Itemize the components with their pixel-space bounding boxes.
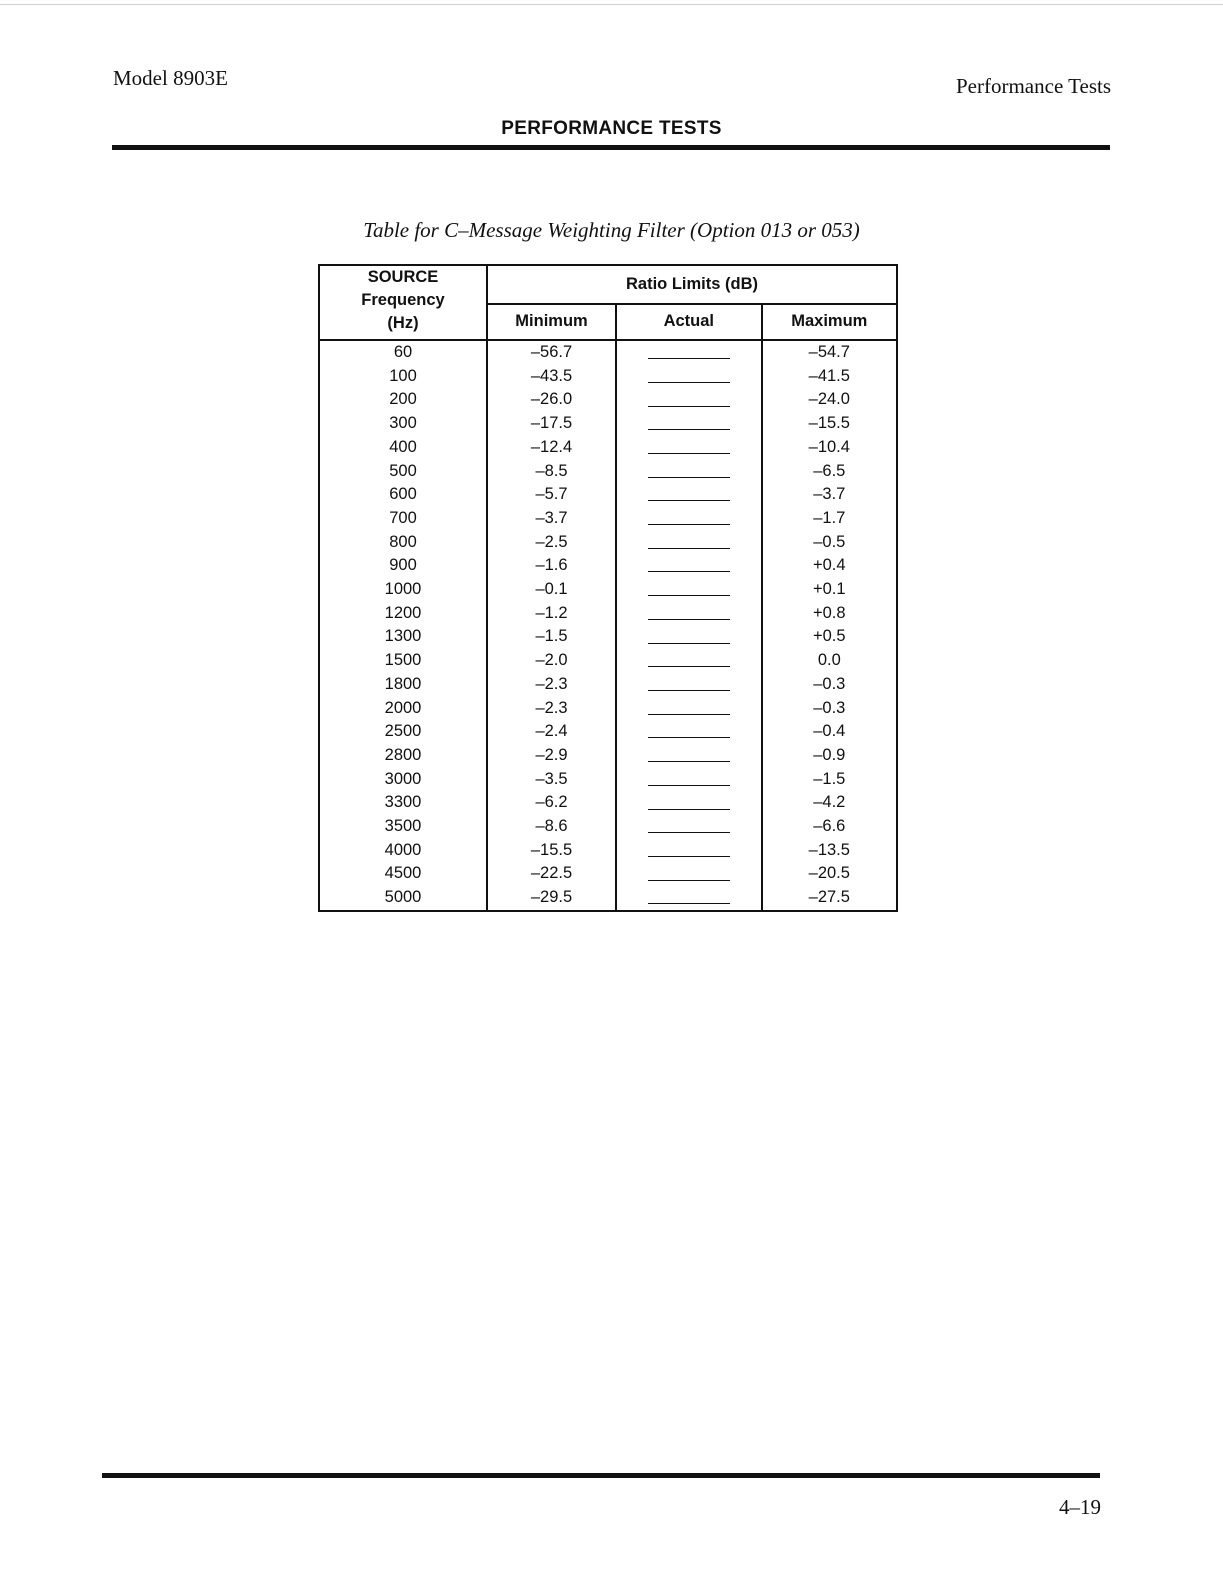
maximum-cell: –20.5 <box>762 862 897 886</box>
actual-entry-blank[interactable] <box>648 702 730 715</box>
table-row <box>319 554 897 578</box>
actual-entry-blank[interactable] <box>648 607 730 620</box>
actual-entry-blank[interactable] <box>648 536 730 549</box>
maximum-cell: –41.5 <box>762 365 897 389</box>
frequency-cell: 1000 <box>319 578 487 602</box>
frequency-cell: 100 <box>319 365 487 389</box>
model-header: Model 8903E <box>113 66 228 90</box>
frequency-cell: 300 <box>319 412 487 436</box>
table-row <box>319 507 897 531</box>
maximum-cell: –54.7 <box>762 340 897 365</box>
maximum-cell: –0.3 <box>762 697 897 721</box>
frequency-cell: 1300 <box>319 625 487 649</box>
maximum-cell: –13.5 <box>762 839 897 863</box>
minimum-cell: –2.4 <box>487 720 616 744</box>
actual-cell[interactable] <box>616 791 762 815</box>
actual-entry-blank[interactable] <box>648 559 730 572</box>
frequency-cell: 1200 <box>319 602 487 626</box>
minimum-cell: –3.5 <box>487 768 616 792</box>
minimum-cell: –3.7 <box>487 507 616 531</box>
maximum-cell: +0.8 <box>762 602 897 626</box>
actual-cell[interactable] <box>616 460 762 484</box>
actual-cell[interactable] <box>616 649 762 673</box>
frequency-cell: 700 <box>319 507 487 531</box>
actual-cell[interactable] <box>616 697 762 721</box>
table-row <box>319 744 897 768</box>
maximum-cell: –0.3 <box>762 673 897 697</box>
frequency-cell: 900 <box>319 554 487 578</box>
actual-cell[interactable] <box>616 340 762 365</box>
table-row <box>319 578 897 602</box>
scan-top-line <box>0 4 1223 5</box>
minimum-cell: –2.5 <box>487 531 616 555</box>
minimum-cell: –17.5 <box>487 412 616 436</box>
table-row <box>319 436 897 460</box>
table-row <box>319 388 897 412</box>
maximum-cell: –1.7 <box>762 507 897 531</box>
actual-cell[interactable] <box>616 744 762 768</box>
table-row <box>319 815 897 839</box>
frequency-cell: 1500 <box>319 649 487 673</box>
source-header-line2: Frequency <box>361 291 445 309</box>
source-header-line3: (Hz) <box>387 314 419 332</box>
maximum-cell: +0.4 <box>762 554 897 578</box>
table-row <box>319 483 897 507</box>
maximum-cell: –3.7 <box>762 483 897 507</box>
frequency-cell: 500 <box>319 460 487 484</box>
maximum-cell: –6.5 <box>762 460 897 484</box>
frequency-cell: 60 <box>319 340 487 365</box>
frequency-cell: 400 <box>319 436 487 460</box>
actual-entry-blank[interactable] <box>648 465 730 478</box>
maximum-cell: –0.9 <box>762 744 897 768</box>
actual-entry-blank[interactable] <box>648 346 730 359</box>
table-row <box>319 697 897 721</box>
actual-entry-blank[interactable] <box>648 844 730 857</box>
actual-cell[interactable] <box>616 412 762 436</box>
minimum-cell: –2.3 <box>487 673 616 697</box>
source-frequency-header <box>319 265 487 340</box>
actual-cell[interactable] <box>616 483 762 507</box>
frequency-cell: 5000 <box>319 886 487 911</box>
frequency-cell: 600 <box>319 483 487 507</box>
actual-entry-blank[interactable] <box>648 749 730 762</box>
actual-cell[interactable] <box>616 578 762 602</box>
minimum-cell: –43.5 <box>487 365 616 389</box>
frequency-cell: 3000 <box>319 768 487 792</box>
actual-entry-blank[interactable] <box>648 773 730 786</box>
table-body <box>319 340 897 911</box>
maximum-cell: +0.5 <box>762 625 897 649</box>
actual-entry-blank[interactable] <box>648 370 730 383</box>
actual-cell[interactable] <box>616 768 762 792</box>
table-caption: Table for C–Message Weighting Filter (Option 013 or 053) <box>363 218 860 242</box>
maximum-cell: –6.6 <box>762 815 897 839</box>
ratio-limits-header: Ratio Limits (dB) <box>487 265 897 304</box>
actual-entry-blank[interactable] <box>648 868 730 881</box>
table-row <box>319 768 897 792</box>
minimum-cell: –8.5 <box>487 460 616 484</box>
minimum-cell: –2.9 <box>487 744 616 768</box>
ratio-limits-table <box>318 264 898 912</box>
frequency-cell: 1800 <box>319 673 487 697</box>
actual-cell[interactable] <box>616 815 762 839</box>
maximum-cell: –0.5 <box>762 531 897 555</box>
actual-cell[interactable] <box>616 862 762 886</box>
frequency-cell: 800 <box>319 531 487 555</box>
frequency-cell: 3500 <box>319 815 487 839</box>
actual-cell[interactable] <box>616 625 762 649</box>
actual-cell[interactable] <box>616 673 762 697</box>
actual-entry-blank[interactable] <box>648 394 730 407</box>
maximum-cell: –15.5 <box>762 412 897 436</box>
actual-entry-blank[interactable] <box>648 820 730 833</box>
minimum-cell: –1.5 <box>487 625 616 649</box>
minimum-cell: –2.3 <box>487 697 616 721</box>
table-row <box>319 460 897 484</box>
actual-entry-blank[interactable] <box>648 725 730 738</box>
frequency-cell: 200 <box>319 388 487 412</box>
minimum-cell: –2.0 <box>487 649 616 673</box>
actual-entry-blank[interactable] <box>648 891 730 904</box>
minimum-cell: –15.5 <box>487 839 616 863</box>
actual-cell[interactable] <box>616 720 762 744</box>
frequency-cell: 2000 <box>319 697 487 721</box>
maximum-cell: 0.0 <box>762 649 897 673</box>
table-row <box>319 720 897 744</box>
maximum-cell: –10.4 <box>762 436 897 460</box>
actual-cell[interactable] <box>616 365 762 389</box>
maximum-cell: –0.4 <box>762 720 897 744</box>
table-row <box>319 340 897 365</box>
actual-cell[interactable] <box>616 839 762 863</box>
table-row <box>319 649 897 673</box>
maximum-cell: –1.5 <box>762 768 897 792</box>
actual-entry-blank[interactable] <box>648 488 730 501</box>
minimum-cell: –6.2 <box>487 791 616 815</box>
actual-entry-blank[interactable] <box>648 512 730 525</box>
table-row <box>319 531 897 555</box>
frequency-cell: 2500 <box>319 720 487 744</box>
maximum-cell: –24.0 <box>762 388 897 412</box>
actual-entry-blank[interactable] <box>648 417 730 430</box>
minimum-cell: –1.2 <box>487 602 616 626</box>
actual-entry-blank[interactable] <box>648 583 730 596</box>
maximum-cell: –4.2 <box>762 791 897 815</box>
actual-header: Actual <box>616 304 762 341</box>
table-row <box>319 365 897 389</box>
maximum-cell: –27.5 <box>762 886 897 911</box>
minimum-cell: –56.7 <box>487 340 616 365</box>
minimum-cell: –5.7 <box>487 483 616 507</box>
table-row <box>319 625 897 649</box>
actual-entry-blank[interactable] <box>648 797 730 810</box>
actual-entry-blank[interactable] <box>648 654 730 667</box>
source-header-line1: SOURCE <box>367 268 439 286</box>
minimum-cell: –1.6 <box>487 554 616 578</box>
section-header: Performance Tests <box>955 74 1111 98</box>
table-row <box>319 839 897 863</box>
table-row <box>319 862 897 886</box>
minimum-cell: –29.5 <box>487 886 616 911</box>
minimum-cell: –22.5 <box>487 862 616 886</box>
maximum-cell: +0.1 <box>762 578 897 602</box>
frequency-cell: 2800 <box>319 744 487 768</box>
minimum-cell: –12.4 <box>487 436 616 460</box>
actual-cell[interactable] <box>616 554 762 578</box>
footer-rule <box>102 1473 1100 1478</box>
actual-cell[interactable] <box>616 531 762 555</box>
table-row <box>319 886 897 911</box>
actual-cell[interactable] <box>616 436 762 460</box>
actual-cell[interactable] <box>616 388 762 412</box>
table-row <box>319 673 897 697</box>
frequency-cell: 4500 <box>319 862 487 886</box>
table-row <box>319 791 897 815</box>
actual-entry-blank[interactable] <box>648 441 730 454</box>
page-number: 4–19 <box>1059 1495 1101 1519</box>
actual-cell[interactable] <box>616 886 762 911</box>
frequency-cell: 3300 <box>319 791 487 815</box>
table-row <box>319 602 897 626</box>
frequency-cell: 4000 <box>319 839 487 863</box>
minimum-header: Minimum <box>487 304 616 341</box>
minimum-cell: –26.0 <box>487 388 616 412</box>
minimum-cell: –8.6 <box>487 815 616 839</box>
page-title: PERFORMANCE TESTS <box>501 118 722 139</box>
maximum-header: Maximum <box>762 304 897 341</box>
minimum-cell: –0.1 <box>487 578 616 602</box>
table-row <box>319 412 897 436</box>
actual-cell[interactable] <box>616 507 762 531</box>
header-rule <box>112 145 1110 150</box>
actual-cell[interactable] <box>616 602 762 626</box>
actual-entry-blank[interactable] <box>648 631 730 644</box>
actual-entry-blank[interactable] <box>648 678 730 691</box>
